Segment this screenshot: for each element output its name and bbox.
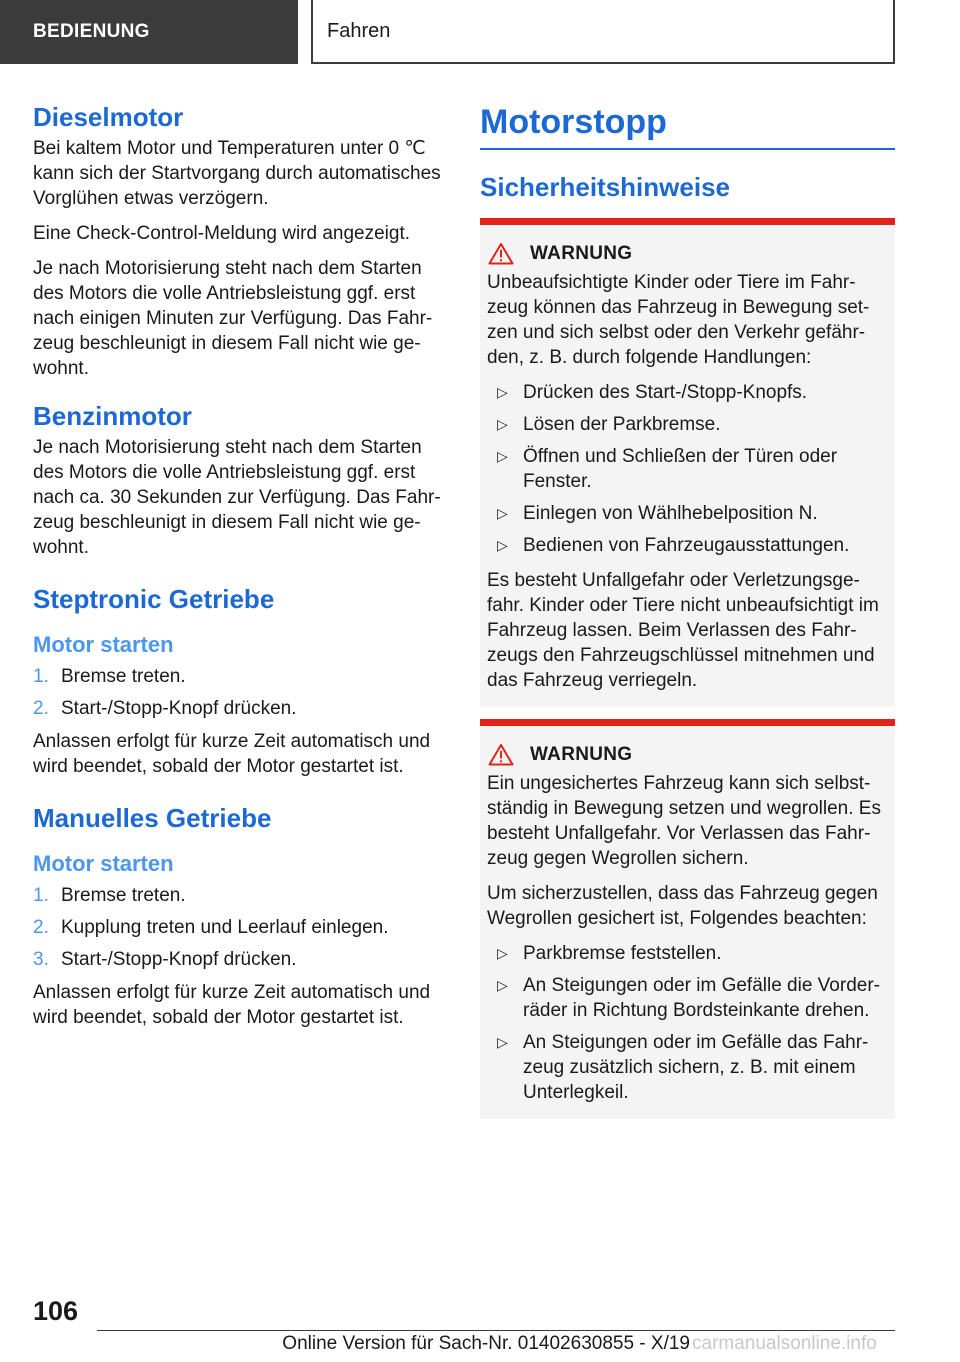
list-item: 2. Kupplung treten und Leerlauf einlegen. — [33, 917, 389, 938]
paragraph: Es besteht Unfallgefahr oder Verletzungsgefahr. Kinder oder Tiere nicht unbeaufsichtigt im Fahrzeug lassen. Beim Verlassen des Fahrzeugs den Fahrzeugschlüssel mitnehmen und das Fahrzeug verriegeln. — [487, 570, 879, 691]
heading-steptronic: Steptronic Getriebe — [33, 584, 275, 614]
paragraph: Bei kaltem Motor und Temperaturen unter 0 ℃ kann sich der Startvorgang durch automatisches Vorglühen etwas verzögern. — [33, 138, 441, 209]
list-item: ▷ An Steigungen oder im Gefälle die Vorderräder in Richtung Bordsteinkante drehen. — [497, 975, 880, 1021]
page-number: 106 — [33, 1296, 79, 1326]
footer-divider — [97, 1330, 895, 1331]
list-item: ▷ Drücken des Start-/Stopp-Knopfs. — [497, 382, 808, 403]
bullet-list — [487, 380, 887, 558]
steps-list — [33, 664, 443, 721]
left-column — [33, 100, 443, 1040]
list-item: ▷ Bedienen von Fahrzeugausstattungen. — [497, 535, 850, 556]
paragraph: Um sicherzustellen, dass das Fahrzeug gegen Wegrollen gesichert ist, Folgendes beachten: — [487, 883, 878, 929]
paragraph: Je nach Motorisierung steht nach dem Starten des Motors die volle Antriebsleistung ggf. erst nach ca. 30 Sekunden zur Verfügung. Das Fahrzeug beschleunigt in diesem Fall nicht wie gewohnt. — [33, 437, 441, 558]
triangle-right-icon: ▷ — [497, 505, 508, 521]
list-item: ▷ Lösen der Parkbremse. — [497, 414, 721, 435]
list-item: ▷ Öffnen und Schließen der Türen oder Fenster. — [497, 446, 838, 492]
heading-motorstopp: Motorstopp — [480, 100, 895, 150]
list-item: ▷ Parkbremse feststellen. — [497, 943, 722, 964]
triangle-right-icon: ▷ — [497, 384, 508, 400]
section-tab: BEDIENUNG — [0, 0, 298, 64]
warning-box — [480, 719, 895, 1119]
watermark: carmanualsonline.info — [692, 1333, 877, 1354]
heading-benzinmotor: Benzinmotor — [33, 401, 192, 431]
warning-title — [487, 241, 887, 266]
warning-label: WARNUNG — [530, 243, 633, 264]
triangle-right-icon: ▷ — [497, 1034, 508, 1050]
triangle-right-icon: ▷ — [497, 416, 508, 432]
heading-sicherheitshinweise: Sicherheitshinweise — [480, 172, 730, 202]
warning-title — [487, 742, 887, 767]
paragraph: Anlassen erfolgt für kurze Zeit automatisch und wird beendet, sobald der Motor gestartet ist. — [33, 982, 431, 1028]
list-item: 1. Bremse treten. — [33, 666, 186, 687]
paragraph: Eine Check-Control-Meldung wird angezeigt. — [33, 223, 411, 244]
paragraph: Unbeaufsichtigte Kinder oder Tiere im Fahrzeug können das Fahrzeug in Bewegung setzen und sich selbst oder den Verkehr gefährden, z. B. durch folgende Handlungen: — [487, 272, 870, 368]
triangle-right-icon: ▷ — [497, 945, 508, 961]
warning-label: WARNUNG — [530, 744, 633, 765]
subheading-motor-starten: Motor starten — [33, 851, 174, 876]
warning-triangle-icon — [488, 242, 514, 265]
paragraph: Ein ungesichertes Fahrzeug kann sich selbstständig in Bewegung setzen und wegrollen. Es besteht Unfallgefahr. Vor Verlassen das Fahrzeug gegen Wegrollen sichern. — [487, 773, 881, 869]
list-item: ▷ An Steigungen oder im Gefälle das Fahrzeug zusätzlich sichern, z. B. mit einem Unterlegkeil. — [497, 1032, 869, 1103]
paragraph: Anlassen erfolgt für kurze Zeit automatisch und wird beendet, sobald der Motor gestartet ist. — [33, 731, 431, 777]
bullet-list — [487, 941, 887, 1105]
steps-list — [33, 883, 443, 972]
subheading-motor-starten: Motor starten — [33, 632, 174, 657]
warning-triangle-icon — [488, 743, 514, 766]
triangle-right-icon: ▷ — [497, 977, 508, 993]
heading-manuelles-getriebe: Manuelles Getriebe — [33, 803, 272, 833]
triangle-right-icon: ▷ — [497, 537, 508, 553]
chapter-tab: Fahren — [311, 0, 895, 64]
warning-box — [480, 218, 895, 707]
list-item: ▷ Einlegen von Wählhebelposition N. — [497, 503, 818, 524]
online-version-note: Online Version für Sach-Nr. 01402630855 - X/19 — [282, 1333, 690, 1354]
list-item: 3. Start-/Stopp-Knopf drücken. — [33, 949, 297, 970]
page-header — [0, 0, 960, 66]
list-item: 1. Bremse treten. — [33, 885, 186, 906]
heading-dieselmotor: Dieselmotor — [33, 102, 184, 132]
paragraph: Je nach Motorisierung steht nach dem Starten des Motors die volle Antriebsleistung ggf. erst nach einigen Minuten zur Verfügung. Das Fahrzeug beschleunigt in diesem Fall nicht wie gewohnt. — [33, 258, 433, 379]
triangle-right-icon: ▷ — [497, 448, 508, 464]
right-column — [480, 100, 895, 1119]
list-item: 2. Start-/Stopp-Knopf drücken. — [33, 698, 297, 719]
